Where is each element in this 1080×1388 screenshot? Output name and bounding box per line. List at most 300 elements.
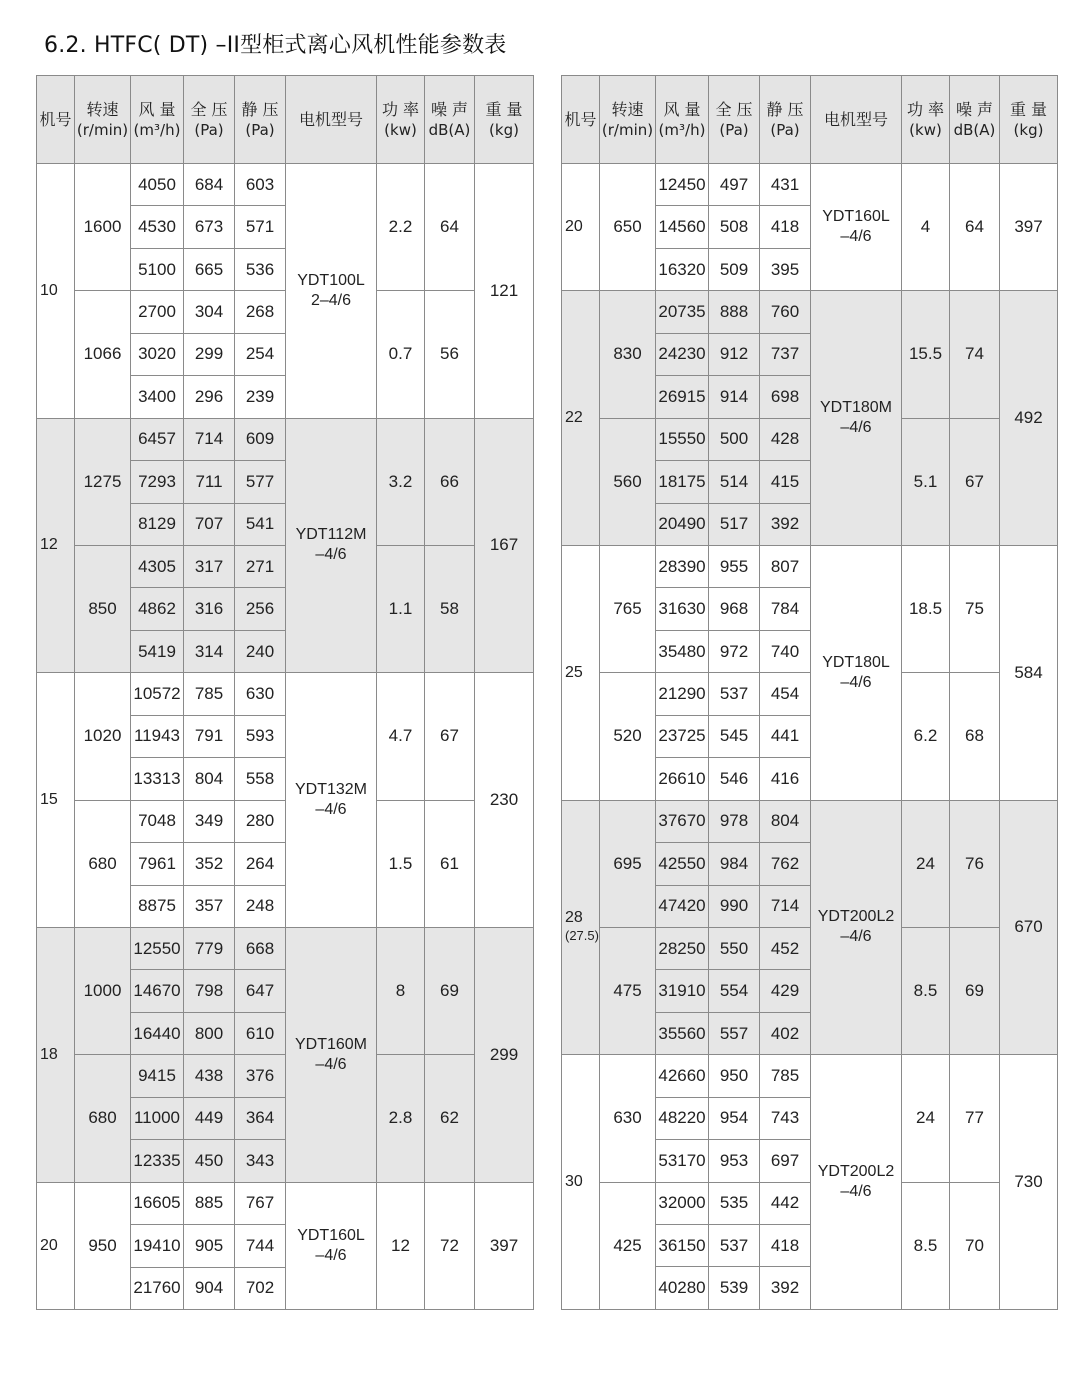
column-header-label: 功 率 <box>906 99 945 119</box>
motor-model-cell <box>811 1055 902 1310</box>
total-pressure-cell: 950 <box>709 1055 760 1097</box>
machine-group <box>562 164 1058 291</box>
static-pressure-cell: 785 <box>760 1055 811 1097</box>
power-cell: 2.2 <box>377 164 425 291</box>
static-pressure-cell: 743 <box>760 1097 811 1139</box>
column-header-label: 转速 <box>86 99 119 119</box>
airflow-cell: 20490 <box>656 503 709 545</box>
column-header-unit: (kw) <box>384 120 417 139</box>
total-pressure-cell: 508 <box>709 206 760 248</box>
total-pressure-cell: 904 <box>184 1267 235 1309</box>
machine-group <box>37 164 534 419</box>
column-header-label: 电机型号 <box>298 110 363 129</box>
machine-no: 22 <box>565 409 583 427</box>
total-pressure-cell: 438 <box>184 1055 235 1097</box>
speed-cell: 475 <box>600 927 656 1054</box>
total-pressure-cell: 314 <box>184 630 235 672</box>
airflow-cell: 10572 <box>131 673 184 715</box>
total-pressure-cell: 537 <box>709 1225 760 1267</box>
machine-no-cell <box>37 927 75 1182</box>
airflow-cell: 4050 <box>131 164 184 206</box>
column-header-unit: (kg) <box>1013 120 1044 139</box>
total-pressure-cell: 665 <box>184 248 235 290</box>
performance-table-right <box>561 75 1058 1310</box>
machine-group <box>37 418 534 673</box>
machine-group <box>562 545 1058 800</box>
total-pressure-cell: 352 <box>184 843 235 885</box>
table-row <box>562 164 1058 206</box>
airflow-cell: 5100 <box>131 248 184 290</box>
machine-group <box>562 1055 1058 1310</box>
static-pressure-cell: 392 <box>760 1267 811 1310</box>
airflow-cell: 19410 <box>131 1225 184 1267</box>
total-pressure-cell: 304 <box>184 291 235 333</box>
motor-model-suffix: –4/6 <box>315 801 347 819</box>
airflow-cell: 11000 <box>131 1097 184 1139</box>
total-pressure-cell: 914 <box>709 376 760 418</box>
motor-model-cell <box>286 673 377 928</box>
column-header-unit: (Pa) <box>194 120 224 139</box>
speed-cell: 765 <box>600 545 656 672</box>
machine-no-alt: (27.5) <box>565 928 599 944</box>
total-pressure-cell: 514 <box>709 461 760 503</box>
airflow-cell: 47420 <box>656 885 709 927</box>
machine-no-cell <box>562 164 600 291</box>
noise-cell: 74 <box>950 291 1000 418</box>
motor-model-cell <box>811 291 902 546</box>
machine-no-cell <box>562 800 600 1055</box>
airflow-cell: 35480 <box>656 630 709 672</box>
airflow-cell: 11943 <box>131 715 184 757</box>
total-pressure-cell: 500 <box>709 418 760 460</box>
airflow-cell: 6457 <box>131 418 184 460</box>
machine-no: 25 <box>565 663 583 681</box>
static-pressure-cell: 647 <box>235 970 286 1012</box>
total-pressure-cell: 953 <box>709 1140 760 1182</box>
static-pressure-cell: 807 <box>760 545 811 587</box>
table-row <box>562 418 1058 460</box>
static-pressure-cell: 740 <box>760 630 811 672</box>
airflow-cell: 36150 <box>656 1225 709 1267</box>
airflow-cell: 8875 <box>131 885 184 927</box>
airflow-cell: 42550 <box>656 843 709 885</box>
table-row <box>562 927 1058 969</box>
column-header-label: 全 压 <box>715 99 753 119</box>
machine-group <box>37 673 534 928</box>
motor-model-cell <box>286 418 377 673</box>
column-header <box>709 76 760 164</box>
total-pressure-cell: 711 <box>184 461 235 503</box>
column-header-unit: (r/min) <box>76 120 129 139</box>
static-pressure-cell: 760 <box>760 291 811 333</box>
table-row <box>562 1055 1058 1097</box>
power-cell: 8 <box>377 927 425 1054</box>
power-cell: 2.8 <box>377 1055 425 1182</box>
airflow-cell: 9415 <box>131 1055 184 1097</box>
total-pressure-cell: 316 <box>184 588 235 630</box>
machine-no: 20 <box>40 1236 58 1254</box>
static-pressure-cell: 698 <box>760 376 811 418</box>
static-pressure-cell: 239 <box>235 376 286 418</box>
column-header-unit: (kg) <box>489 120 519 139</box>
motor-model-suffix: –4/6 <box>840 419 872 437</box>
static-pressure-cell: 610 <box>235 1012 286 1054</box>
total-pressure-cell: 517 <box>709 503 760 545</box>
airflow-cell: 12335 <box>131 1140 184 1182</box>
column-header <box>656 76 709 164</box>
static-pressure-cell: 767 <box>235 1182 286 1224</box>
column-header-label: 风 量 <box>663 99 701 119</box>
motor-model-cell <box>286 927 377 1182</box>
total-pressure-cell: 707 <box>184 503 235 545</box>
column-header <box>75 76 131 164</box>
machine-no-cell <box>37 418 75 673</box>
airflow-cell: 40280 <box>656 1267 709 1310</box>
static-pressure-cell: 428 <box>760 418 811 460</box>
power-cell: 6.2 <box>902 673 950 800</box>
total-pressure-cell: 299 <box>184 333 235 375</box>
weight-cell: 670 <box>1000 800 1058 1055</box>
machine-no-cell <box>562 545 600 800</box>
motor-model-suffix: –4/6 <box>315 1246 347 1264</box>
power-cell: 4 <box>902 164 950 291</box>
weight-cell: 167 <box>475 418 534 673</box>
static-pressure-cell: 714 <box>760 885 811 927</box>
weight-cell: 299 <box>475 927 534 1182</box>
noise-cell: 61 <box>425 800 475 927</box>
table-row <box>37 1182 534 1224</box>
power-cell: 12 <box>377 1182 425 1309</box>
total-pressure-cell: 804 <box>184 758 235 800</box>
static-pressure-cell: 804 <box>760 800 811 842</box>
speed-cell: 830 <box>600 291 656 418</box>
static-pressure-cell: 702 <box>235 1267 286 1309</box>
motor-model-suffix: –4/6 <box>315 1055 347 1073</box>
column-header <box>131 76 184 164</box>
table-row <box>37 418 534 460</box>
total-pressure-cell: 888 <box>709 291 760 333</box>
table-header <box>562 76 1058 164</box>
airflow-cell: 16320 <box>656 248 709 290</box>
static-pressure-cell: 264 <box>235 843 286 885</box>
motor-model: YDT180M <box>819 399 893 417</box>
airflow-cell: 21760 <box>131 1267 184 1309</box>
column-header-label: 机号 <box>564 110 597 129</box>
noise-cell: 77 <box>950 1055 1000 1182</box>
airflow-cell: 3400 <box>131 376 184 418</box>
total-pressure-cell: 984 <box>709 843 760 885</box>
airflow-cell: 35560 <box>656 1012 709 1054</box>
static-pressure-cell: 593 <box>235 715 286 757</box>
speed-cell: 695 <box>600 800 656 927</box>
airflow-cell: 18175 <box>656 461 709 503</box>
column-header <box>475 76 534 164</box>
static-pressure-cell: 248 <box>235 885 286 927</box>
static-pressure-cell: 441 <box>760 715 811 757</box>
motor-model: YDT160L <box>297 1226 365 1244</box>
power-cell: 0.7 <box>377 291 425 418</box>
static-pressure-cell: 402 <box>760 1012 811 1054</box>
airflow-cell: 28390 <box>656 545 709 587</box>
noise-cell: 75 <box>950 545 1000 672</box>
column-header-unit: (Pa) <box>245 120 275 139</box>
column-header-unit: (m³/h) <box>133 120 181 139</box>
column-header-unit: dB(A) <box>953 120 996 139</box>
page-title: 6.2. HTFC( DT) –II型柜式离心风机性能参数表 <box>44 33 507 58</box>
static-pressure-cell: 454 <box>760 673 811 715</box>
static-pressure-cell: 415 <box>760 461 811 503</box>
airflow-cell: 3020 <box>131 333 184 375</box>
motor-model: YDT112M <box>295 526 367 544</box>
table-row <box>37 291 534 333</box>
power-cell: 8.5 <box>902 1182 950 1309</box>
table-row <box>37 545 534 587</box>
column-header <box>760 76 811 164</box>
column-header-label: 噪 声 <box>430 99 469 119</box>
total-pressure-cell: 509 <box>709 248 760 290</box>
airflow-cell: 37670 <box>656 800 709 842</box>
total-pressure-cell: 800 <box>184 1012 235 1054</box>
static-pressure-cell: 668 <box>235 927 286 969</box>
motor-model: YDT180L <box>822 653 890 671</box>
speed-cell: 680 <box>75 800 131 927</box>
airflow-cell: 16605 <box>131 1182 184 1224</box>
machine-group <box>562 291 1058 546</box>
column-header <box>286 76 377 164</box>
column-header-label: 重 量 <box>485 99 523 119</box>
motor-model-cell <box>811 545 902 800</box>
total-pressure-cell: 955 <box>709 545 760 587</box>
power-cell: 1.1 <box>377 545 425 672</box>
airflow-cell: 23725 <box>656 715 709 757</box>
power-cell: 24 <box>902 1055 950 1182</box>
static-pressure-cell: 280 <box>235 800 286 842</box>
static-pressure-cell: 697 <box>760 1140 811 1182</box>
airflow-cell: 4862 <box>131 588 184 630</box>
column-header-label: 风 量 <box>138 99 176 119</box>
table-row <box>562 545 1058 587</box>
noise-cell: 67 <box>425 673 475 800</box>
airflow-cell: 32000 <box>656 1182 709 1224</box>
airflow-cell: 7048 <box>131 800 184 842</box>
airflow-cell: 5419 <box>131 630 184 672</box>
speed-cell: 630 <box>600 1055 656 1182</box>
table-header <box>37 76 534 164</box>
column-header-label: 重 量 <box>1009 99 1048 119</box>
total-pressure-cell: 546 <box>709 758 760 800</box>
airflow-cell: 16440 <box>131 1012 184 1054</box>
column-header <box>235 76 286 164</box>
noise-cell: 67 <box>950 418 1000 545</box>
motor-model-suffix: –4/6 <box>840 928 872 946</box>
static-pressure-cell: 254 <box>235 333 286 375</box>
airflow-cell: 28250 <box>656 927 709 969</box>
airflow-cell: 14670 <box>131 970 184 1012</box>
total-pressure-cell: 557 <box>709 1012 760 1054</box>
airflow-cell: 53170 <box>656 1140 709 1182</box>
static-pressure-cell: 271 <box>235 545 286 587</box>
static-pressure-cell: 762 <box>760 843 811 885</box>
column-header-unit: (r/min) <box>601 120 654 139</box>
noise-cell: 62 <box>425 1055 475 1182</box>
motor-model: YDT132M <box>294 781 368 799</box>
column-header-label: 转速 <box>611 99 644 119</box>
table-row <box>562 291 1058 333</box>
total-pressure-cell: 785 <box>184 673 235 715</box>
weight-cell: 397 <box>475 1182 534 1309</box>
static-pressure-cell: 416 <box>760 758 811 800</box>
total-pressure-cell: 791 <box>184 715 235 757</box>
static-pressure-cell: 558 <box>235 758 286 800</box>
airflow-cell: 48220 <box>656 1097 709 1139</box>
machine-group <box>37 927 534 1182</box>
noise-cell: 64 <box>950 164 1000 291</box>
static-pressure-cell: 452 <box>760 927 811 969</box>
noise-cell: 56 <box>425 291 475 418</box>
column-header-unit: (m³/h) <box>658 120 706 139</box>
table-row <box>37 164 534 206</box>
static-pressure-cell: 418 <box>760 206 811 248</box>
column-header <box>600 76 656 164</box>
airflow-cell: 12550 <box>131 927 184 969</box>
total-pressure-cell: 968 <box>709 588 760 630</box>
static-pressure-cell: 256 <box>235 588 286 630</box>
static-pressure-cell: 784 <box>760 588 811 630</box>
static-pressure-cell: 343 <box>235 1140 286 1182</box>
static-pressure-cell: 577 <box>235 461 286 503</box>
column-header-unit: (kw) <box>909 120 942 139</box>
airflow-cell: 21290 <box>656 673 709 715</box>
total-pressure-cell: 978 <box>709 800 760 842</box>
static-pressure-cell: 737 <box>760 333 811 375</box>
speed-cell: 1020 <box>75 673 131 800</box>
column-header <box>425 76 475 164</box>
column-header-unit: (Pa) <box>719 120 749 139</box>
total-pressure-cell: 673 <box>184 206 235 248</box>
column-header-label: 电机型号 <box>823 110 888 129</box>
speed-cell: 950 <box>75 1182 131 1309</box>
static-pressure-cell: 376 <box>235 1055 286 1097</box>
static-pressure-cell: 744 <box>235 1225 286 1267</box>
motor-model: YDT200L2 <box>817 1163 895 1181</box>
table-row <box>37 927 534 969</box>
column-header-label: 静 压 <box>241 99 279 119</box>
table-row <box>37 673 534 715</box>
total-pressure-cell: 497 <box>709 164 760 206</box>
motor-model: YDT100L <box>297 271 365 289</box>
column-header <box>562 76 600 164</box>
table-row <box>562 1182 1058 1224</box>
motor-model-suffix: –4/6 <box>315 546 347 564</box>
speed-cell: 1000 <box>75 927 131 1054</box>
total-pressure-cell: 905 <box>184 1225 235 1267</box>
speed-cell: 1600 <box>75 164 131 291</box>
total-pressure-cell: 550 <box>709 927 760 969</box>
airflow-cell: 31630 <box>656 588 709 630</box>
speed-cell: 650 <box>600 164 656 291</box>
total-pressure-cell: 954 <box>709 1097 760 1139</box>
total-pressure-cell: 449 <box>184 1097 235 1139</box>
machine-no: 18 <box>40 1045 58 1063</box>
total-pressure-cell: 535 <box>709 1182 760 1224</box>
machine-no-cell <box>562 1055 600 1310</box>
speed-cell: 520 <box>600 673 656 800</box>
airflow-cell: 26610 <box>656 758 709 800</box>
machine-no: 28 <box>565 909 583 927</box>
total-pressure-cell: 349 <box>184 800 235 842</box>
static-pressure-cell: 541 <box>235 503 286 545</box>
total-pressure-cell: 317 <box>184 545 235 587</box>
static-pressure-cell: 603 <box>235 164 286 206</box>
column-header-unit: dB(A) <box>428 120 471 139</box>
total-pressure-cell: 779 <box>184 927 235 969</box>
static-pressure-cell: 609 <box>235 418 286 460</box>
column-header-unit: (Pa) <box>770 120 800 139</box>
total-pressure-cell: 885 <box>184 1182 235 1224</box>
airflow-cell: 7293 <box>131 461 184 503</box>
motor-model-suffix: 2–4/6 <box>310 291 352 309</box>
airflow-cell: 12450 <box>656 164 709 206</box>
total-pressure-cell: 537 <box>709 673 760 715</box>
total-pressure-cell: 798 <box>184 970 235 1012</box>
airflow-cell: 4530 <box>131 206 184 248</box>
static-pressure-cell: 571 <box>235 206 286 248</box>
motor-model-suffix: –4/6 <box>840 673 872 691</box>
column-header <box>37 76 75 164</box>
noise-cell: 66 <box>425 418 475 545</box>
static-pressure-cell: 536 <box>235 248 286 290</box>
noise-cell: 69 <box>425 927 475 1054</box>
speed-cell: 1066 <box>75 291 131 418</box>
total-pressure-cell: 684 <box>184 164 235 206</box>
column-header-label: 功 率 <box>381 99 420 119</box>
noise-cell: 76 <box>950 800 1000 927</box>
total-pressure-cell: 545 <box>709 715 760 757</box>
motor-model-cell <box>286 1182 377 1309</box>
noise-cell: 70 <box>950 1182 1000 1309</box>
static-pressure-cell: 630 <box>235 673 286 715</box>
machine-no-cell <box>562 291 600 546</box>
airflow-cell: 2700 <box>131 291 184 333</box>
motor-model-suffix: –4/6 <box>840 1183 872 1201</box>
static-pressure-cell: 429 <box>760 970 811 1012</box>
table-row <box>562 800 1058 842</box>
airflow-cell: 8129 <box>131 503 184 545</box>
speed-cell: 560 <box>600 418 656 545</box>
machine-no-cell <box>37 164 75 419</box>
static-pressure-cell: 395 <box>760 248 811 290</box>
speed-cell: 680 <box>75 1055 131 1182</box>
noise-cell: 72 <box>425 1182 475 1309</box>
machine-no: 15 <box>40 791 58 809</box>
table-row <box>37 800 534 842</box>
weight-cell: 397 <box>1000 164 1058 291</box>
airflow-cell: 7961 <box>131 843 184 885</box>
weight-cell: 492 <box>1000 291 1058 546</box>
column-header-label: 全 压 <box>190 99 228 119</box>
column-header <box>184 76 235 164</box>
total-pressure-cell: 912 <box>709 333 760 375</box>
airflow-cell: 31910 <box>656 970 709 1012</box>
machine-group <box>562 800 1058 1055</box>
motor-model-cell <box>286 164 377 419</box>
power-cell: 5.1 <box>902 418 950 545</box>
speed-cell: 425 <box>600 1182 656 1309</box>
total-pressure-cell: 714 <box>184 418 235 460</box>
power-cell: 24 <box>902 800 950 927</box>
airflow-cell: 24230 <box>656 333 709 375</box>
column-header <box>811 76 902 164</box>
